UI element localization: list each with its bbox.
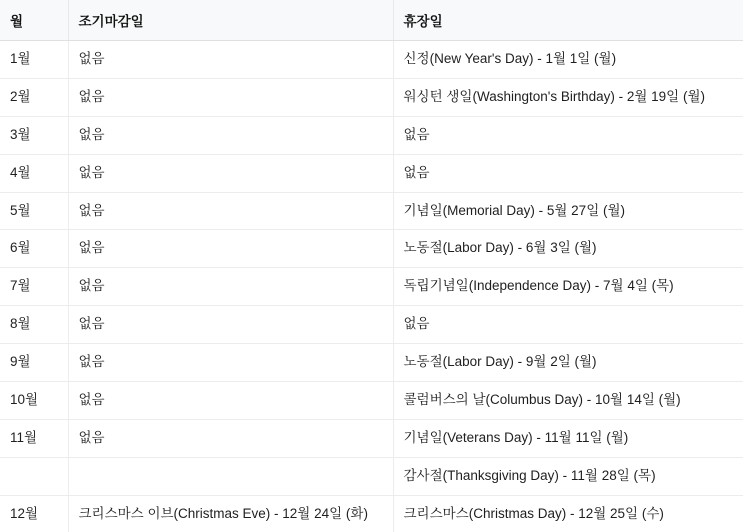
cell-month: 11월	[0, 419, 68, 457]
table-row	[0, 306, 743, 344]
cell-early-close: 없음	[68, 268, 393, 306]
cell-early-close	[68, 457, 393, 495]
table-header	[0, 0, 743, 41]
cell-month: 5월	[0, 192, 68, 230]
cell-early-close: 없음	[68, 306, 393, 344]
table-header-row	[0, 0, 743, 41]
cell-month: 2월	[0, 78, 68, 116]
table-row	[0, 230, 743, 268]
cell-month: 10월	[0, 381, 68, 419]
table-row	[0, 78, 743, 116]
table-row	[0, 41, 743, 79]
cell-early-close: 없음	[68, 230, 393, 268]
column-header-month: 월	[0, 0, 68, 41]
cell-holiday: 없음	[393, 116, 743, 154]
table-row	[0, 381, 743, 419]
cell-holiday: 감사절(Thanksgiving Day) - 11월 28일 (목)	[393, 457, 743, 495]
table-row	[0, 495, 743, 532]
cell-holiday: 크리스마스(Christmas Day) - 12월 25일 (수)	[393, 495, 743, 532]
cell-holiday: 신정(New Year's Day) - 1월 1일 (월)	[393, 41, 743, 79]
cell-month: 9월	[0, 344, 68, 382]
table-row	[0, 116, 743, 154]
table-row	[0, 154, 743, 192]
cell-month: 3월	[0, 116, 68, 154]
table-row	[0, 419, 743, 457]
table-row	[0, 192, 743, 230]
cell-month	[0, 457, 68, 495]
cell-holiday: 기념일(Memorial Day) - 5월 27일 (월)	[393, 192, 743, 230]
cell-holiday: 기념일(Veterans Day) - 11월 11일 (월)	[393, 419, 743, 457]
table-body	[0, 41, 743, 532]
column-header-early-close: 조기마감일	[68, 0, 393, 41]
cell-month: 7월	[0, 268, 68, 306]
cell-early-close: 없음	[68, 192, 393, 230]
cell-early-close: 없음	[68, 344, 393, 382]
cell-month: 6월	[0, 230, 68, 268]
cell-holiday: 콜럼버스의 날(Columbus Day) - 10월 14일 (월)	[393, 381, 743, 419]
cell-holiday: 없음	[393, 306, 743, 344]
cell-early-close: 없음	[68, 381, 393, 419]
table-row	[0, 268, 743, 306]
cell-holiday: 노동절(Labor Day) - 9월 2일 (월)	[393, 344, 743, 382]
cell-holiday: 워싱턴 생일(Washington's Birthday) - 2월 19일 (월)	[393, 78, 743, 116]
table-row	[0, 344, 743, 382]
table-row	[0, 457, 743, 495]
cell-early-close: 없음	[68, 154, 393, 192]
cell-holiday: 노동절(Labor Day) - 6월 3일 (월)	[393, 230, 743, 268]
cell-holiday: 독립기념일(Independence Day) - 7월 4일 (목)	[393, 268, 743, 306]
cell-early-close: 없음	[68, 116, 393, 154]
cell-month: 1월	[0, 41, 68, 79]
cell-month: 8월	[0, 306, 68, 344]
cell-holiday: 없음	[393, 154, 743, 192]
column-header-holiday: 휴장일	[393, 0, 743, 41]
cell-month: 12월	[0, 495, 68, 532]
cell-early-close: 없음	[68, 41, 393, 79]
cell-early-close: 없음	[68, 78, 393, 116]
cell-month: 4월	[0, 154, 68, 192]
cell-early-close: 없음	[68, 419, 393, 457]
cell-early-close: 크리스마스 이브(Christmas Eve) - 12월 24일 (화)	[68, 495, 393, 532]
